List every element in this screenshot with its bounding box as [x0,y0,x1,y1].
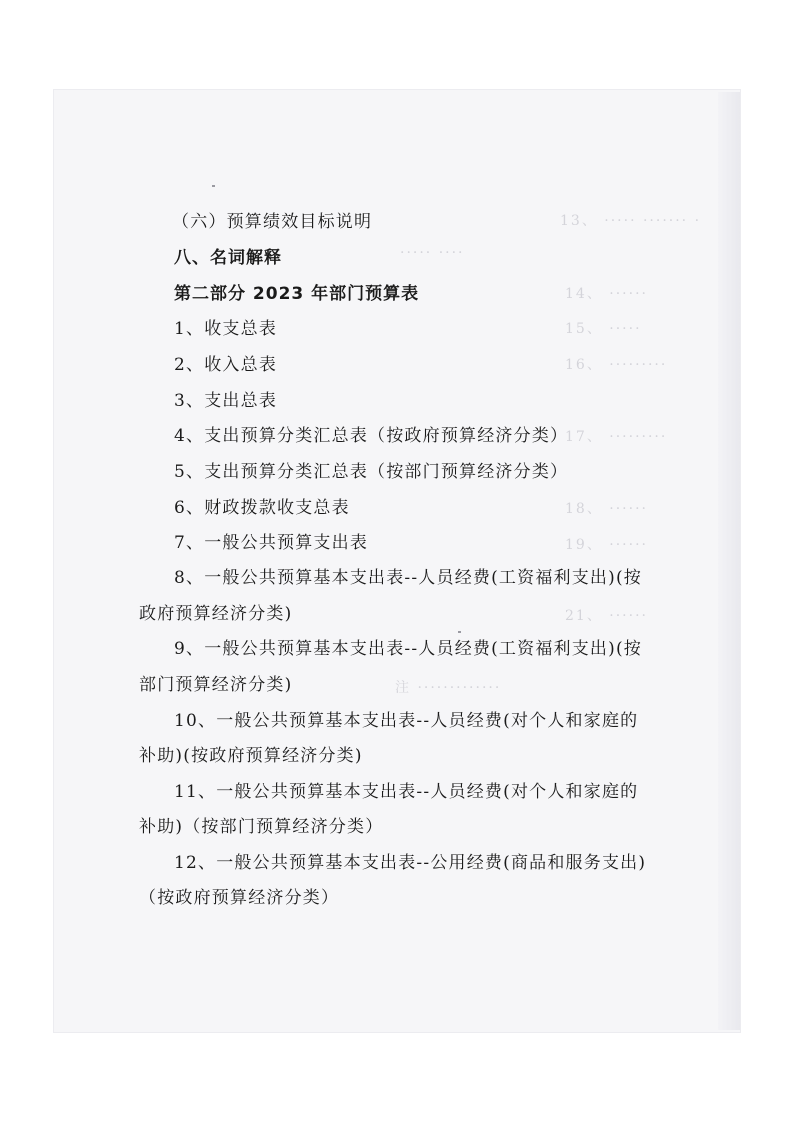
section-heading-glossary: 八、名词解释 [174,248,282,268]
bleed-through-mark: 15、 ····· [565,321,642,337]
list-item-continuation: 政府预算经济分类) [139,604,293,624]
bleed-through-mark: 13、 ····· ······· · [560,213,702,229]
scan-speck [458,631,461,633]
list-item: 1、收支总表 [174,319,278,339]
list-item-continuation: 补助)(按政府预算经济分类) [139,746,363,766]
list-item: 5、支出预算分类汇总表（按部门预算经济分类） [174,462,569,482]
list-item-continuation: （按政府预算经济分类） [139,888,340,908]
list-item: 4、支出预算分类汇总表（按政府预算经济分类） [174,426,569,446]
bleed-through-mark: 14、 ······ [565,286,648,302]
bleed-through-mark: 21、 ······ [565,608,648,624]
bleed-through-mark: 注 ············· [395,680,502,696]
list-item: 10、一般公共预算基本支出表--人员经费(对个人和家庭的 [174,711,639,731]
page-edge-shadow [718,92,740,1030]
part-two-heading: 第二部分 2023 年部门预算表 [174,284,420,304]
list-item: 11、一般公共预算基本支出表--人员经费(对个人和家庭的 [174,782,639,802]
section-heading-performance-goals: （六）预算绩效目标说明 [172,212,373,232]
list-item: 6、财政拨款收支总表 [174,498,350,518]
bleed-through-mark: 17、 ········· [565,429,668,445]
list-item-continuation: 部门预算经济分类) [139,675,293,695]
list-item: 9、一般公共预算基本支出表--人员经费(工资福利支出)(按 [174,639,643,659]
list-item: 8、一般公共预算基本支出表--人员经费(工资福利支出)(按 [174,568,643,588]
list-item: 3、支出总表 [174,391,278,411]
bleed-through-mark: 18、 ······ [565,501,648,517]
bleed-through-mark: ····· ···· [400,245,465,261]
scan-speck [212,185,215,187]
list-item: 7、一般公共预算支出表 [174,533,369,553]
bleed-through-mark: 19、 ······ [565,537,648,553]
bleed-through-mark: 16、 ········· [565,357,668,373]
list-item-continuation: 补助)（按部门预算经济分类） [139,817,384,837]
list-item: 12、一般公共预算基本支出表--公用经费(商品和服务支出) [174,853,647,873]
list-item: 2、收入总表 [174,355,278,375]
